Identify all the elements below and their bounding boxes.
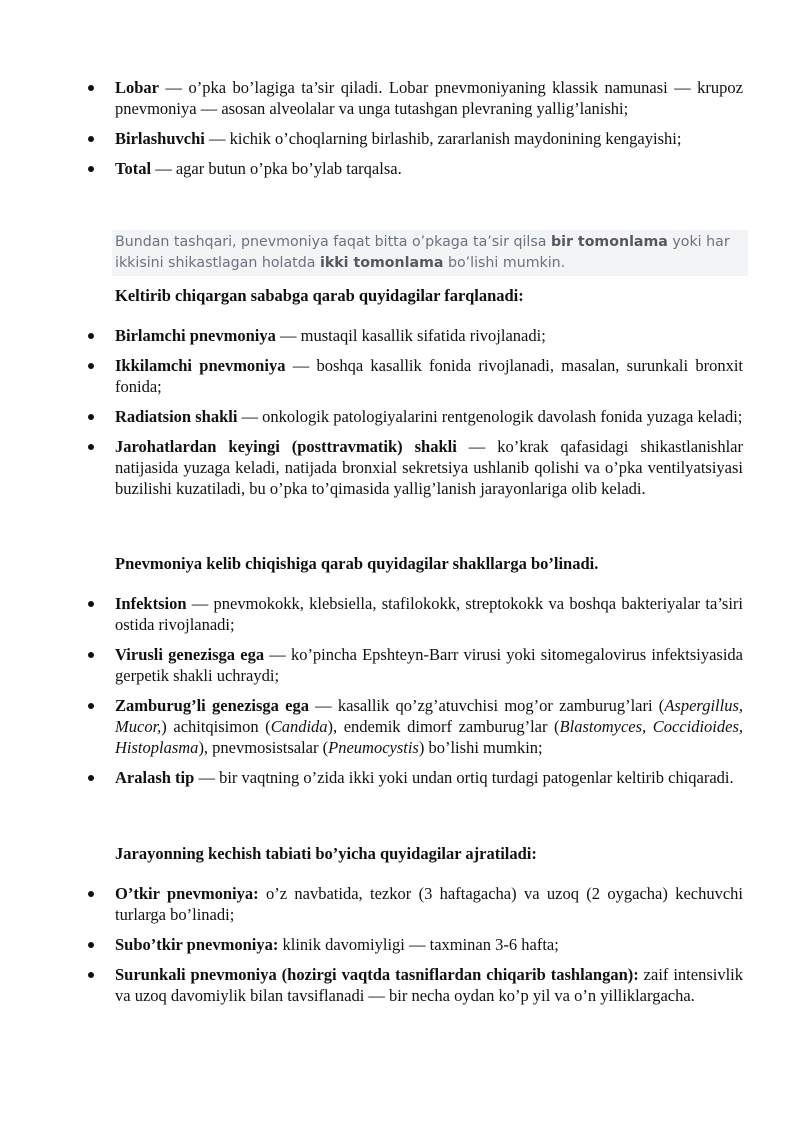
item-term: Aralash tip	[115, 768, 195, 787]
item-text: ), endemik dimorf zamburug’lar (	[327, 717, 560, 736]
item-term: Radiatsion shakli	[115, 407, 238, 426]
item-term: Lobar	[115, 78, 160, 97]
bullet-icon	[88, 652, 94, 658]
item-term: Infektsion	[115, 594, 187, 613]
note-text: Bundan tashqari, pnevmoniya faqat bitta o’pkaga ta’sir qilsa	[115, 234, 551, 250]
item-term: Zamburug’li genezisga ega	[115, 696, 309, 715]
bullet-icon	[88, 136, 94, 142]
genus-name: Candida	[270, 717, 328, 736]
list-item	[0, 964, 800, 1006]
bullet-icon	[88, 942, 94, 948]
item-term: Ikkilamchi pnevmoniya	[115, 356, 286, 375]
item-term: Total	[115, 159, 152, 178]
bullet-icon	[88, 363, 94, 369]
spread-type-list	[0, 77, 800, 188]
note-bold-term: ikki tomonlama	[319, 255, 444, 271]
bullet-icon	[88, 972, 94, 978]
list-item	[0, 436, 800, 499]
item-term: Subo’tkir pnevmoniya:	[115, 935, 279, 954]
genus-name: Pneumocystis	[328, 738, 419, 757]
cause-type-list	[0, 325, 800, 508]
genus-name: Blastomyces, Coccidioides, Histoplasma	[115, 717, 743, 757]
list-item	[0, 644, 800, 686]
note-bold-term: bir tomonlama	[550, 234, 668, 250]
list-item	[0, 695, 800, 758]
note-text: bo’lishi mumkin.	[443, 255, 566, 271]
bullet-icon	[88, 166, 94, 172]
item-text: ) achitqisimon (	[161, 717, 271, 736]
item-text: — kasallik qo’zg’atuvchisi mog’or zamburug’lari (	[308, 696, 665, 715]
item-term: O’tkir pnevmoniya:	[115, 884, 259, 903]
item-text: — agar butun o’pka bo’ylab tarqalsa.	[151, 159, 402, 178]
item-term: Birlamchi pnevmoniya	[115, 326, 276, 345]
course-type-list	[0, 883, 800, 1015]
list-item	[0, 406, 800, 427]
list-item	[0, 593, 800, 635]
note-text: yoki har ikkisini shikastlagan holatda	[115, 234, 730, 271]
bullet-icon	[88, 333, 94, 339]
item-term: Virusli genezisga ega	[115, 645, 265, 664]
bullet-icon	[88, 85, 94, 91]
section-heading: Pnevmoniya kelib chiqishiga qarab quyidagilar shakllarga bo’linadi.	[115, 554, 599, 573]
bullet-icon	[88, 891, 94, 897]
bullet-icon	[88, 775, 94, 781]
item-text: — onkologik patologiyalarini rentgenologik davolash fonida yuzaga keladi;	[237, 407, 743, 426]
item-text: ), pnevmosistsalar (	[198, 738, 329, 757]
item-text: — mustaqil kasallik sifatida rivojlanadi;	[275, 326, 546, 345]
bullet-icon	[88, 601, 94, 607]
item-term: Surunkali pnevmoniya (hozirgi vaqtda tasniflardan chiqarib tashlangan):	[115, 965, 639, 984]
bullet-icon	[88, 414, 94, 420]
item-text: — pnevmokokk, klebsiella, stafilokokk, streptokokk va boshqa bakteriyalar ta’siri ostida rivojlanadi;	[115, 594, 743, 634]
item-text: — bir vaqtning o’zida ikki yoki undan ortiq turdagi patogenlar keltirib chiqaradi.	[194, 768, 734, 787]
bullet-icon	[88, 444, 94, 450]
item-text: klinik davomiyligi — taxminan 3-6 hafta;	[278, 935, 559, 954]
item-text: — o’pka bo’lagiga ta’sir qiladi. Lobar pnevmoniyaning klassik namunasi — krupoz pnevmoniya — asosan alveolalar va unga tutashgan plevraning yallig’lanishi;	[115, 78, 743, 118]
item-text: ) bo’lishi mumkin;	[418, 738, 543, 757]
item-text: zaif intensivlik va uzoq davomiylik bilan tavsiflanadi — bir necha oydan ko’p yil va o’n yilliklargacha.	[115, 965, 743, 1005]
list-item	[0, 767, 800, 788]
item-text: — ko’pincha Epshteyn-Barr virusi yoki sitomegalovirus infektsiyasida gerpetik shakli uchraydi;	[115, 645, 744, 685]
origin-type-list	[0, 593, 800, 797]
item-text: — ko’krak qafasidagi shikastlanishlar natijasida yuzaga keladi, natijada bronxial sekretsiya ushlanib qolishi va o’pka ventilyatsiyasi buzilishi kuzatiladi, bu o’pka to’qimasida yallig’lanish jarayonlariga olib keladi.	[115, 437, 743, 498]
item-term: Jarohatlardan keyingi (posttravmatik) shakli	[115, 437, 457, 456]
list-item	[0, 355, 800, 397]
list-item	[0, 77, 800, 119]
genus-name: Aspergillus, Mucor,	[115, 696, 743, 736]
item-text: — boshqa kasallik fonida rivojlanadi, masalan, surunkali bronxit fonida;	[115, 356, 743, 396]
list-item	[0, 158, 800, 179]
item-text: o’z navbatida, tezkor (3 haftagacha) va uzoq (2 oygacha) kechuvchi turlarga bo’linadi;	[115, 884, 743, 924]
list-item	[0, 128, 800, 149]
section-heading: Jarayonning kechish tabiati bo’yicha quyidagilar ajratiladi:	[115, 844, 537, 863]
highlighted-note	[112, 230, 748, 276]
list-item	[0, 883, 800, 925]
list-item	[0, 325, 800, 346]
item-text: — kichik o’choqlarning birlashib, zararlanish maydonining kengayishi;	[204, 129, 682, 148]
list-item	[0, 934, 800, 955]
section-heading: Keltirib chiqargan sababga qarab quyidagilar farqlanadi:	[115, 286, 524, 305]
bullet-icon	[88, 703, 94, 709]
item-term: Birlashuvchi	[115, 129, 205, 148]
